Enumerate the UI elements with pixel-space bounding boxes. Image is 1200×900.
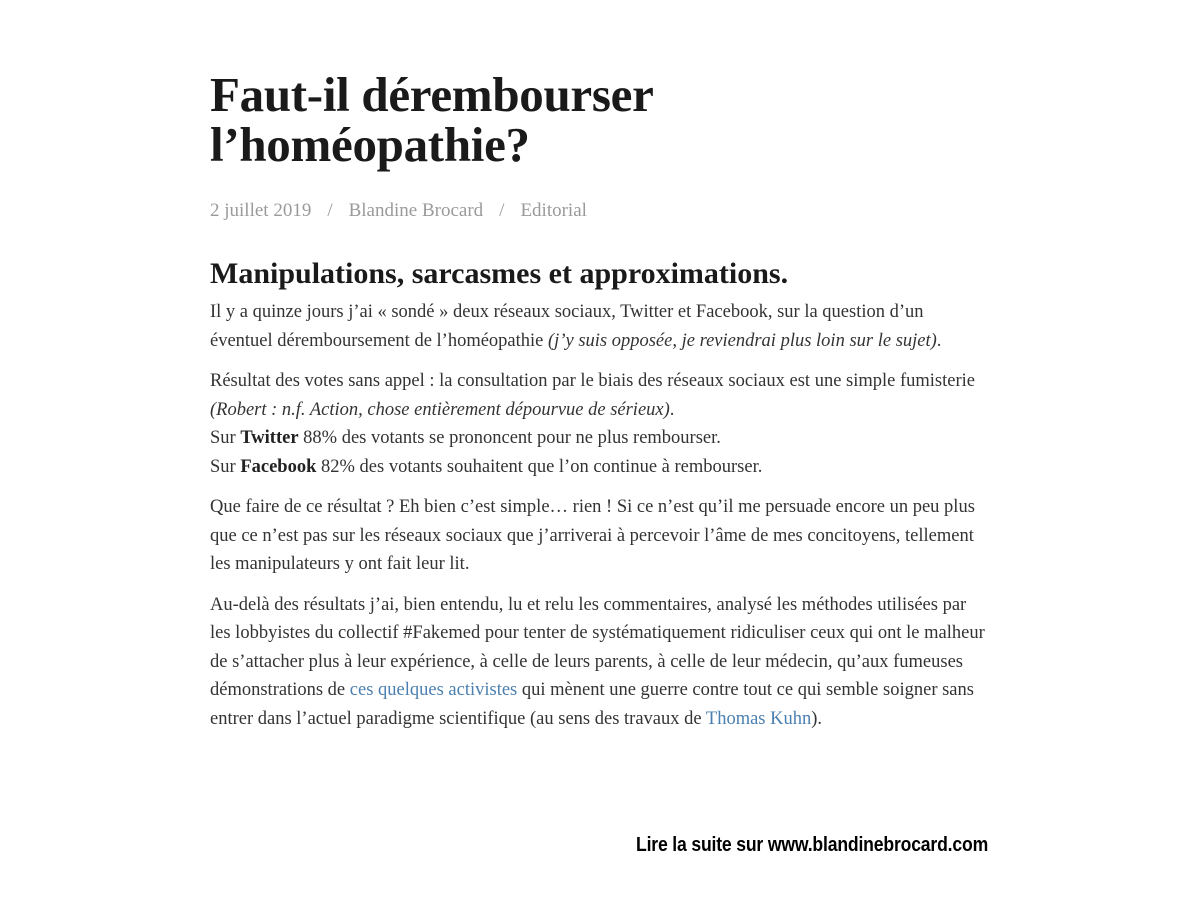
article-title	[210, 67, 990, 172]
thomas-kuhn-link[interactable]: Thomas Kuhn	[705, 708, 812, 729]
meta-separator: /	[327, 200, 333, 221]
article-subtitle: Manipulations, sarcasmes et approximations.	[210, 257, 789, 290]
p4-text: Au-delà des résultats j’ai, bien entendu, lu et relu les commentaires, analysé les méthodes utilisées par les lobbyistes du collectif #Fakemed pour tenter de systématiquement ridiculiser ceux qui ont le malheur de s’attacher plus à leur expérience, à celle de leurs parents, à celle de leur médecin, qu’aux fumeuses démonstrations de	[210, 594, 985, 700]
p1-italic: (j’y suis opposée, je reviendrai plus loin sur le sujet)	[548, 330, 937, 351]
post-category[interactable]: Editorial	[520, 200, 587, 221]
p2-end: .	[669, 399, 675, 420]
p4-middle: qui mènent une guerre contre tout ce qui semble soigner sans entrer dans l’actuel paradigme scientifique (au sens des travaux de	[210, 680, 974, 729]
p2-line3-rest: 82% des votants souhaitent que l’on continue à rembourser.	[316, 456, 763, 477]
paragraph-4	[210, 591, 990, 734]
p2-line3-prefix: Sur	[210, 456, 241, 477]
p3-text: Que faire de ce résultat ? Eh bien c’est simple… rien ! Si ce n’est qu’il me persuade encore un peu plus que ce n’est pas sur les réseaux sociaux que j’arriverai à percevoir l’âme de mes concitoyens, tellement les manipulateurs y ont fait leur lit.	[210, 497, 975, 574]
p2-line2-rest: 88% des votants se prononcent pour ne plus rembourser.	[298, 428, 721, 448]
title-line-1: Faut-il dérembourser	[210, 67, 654, 122]
post-meta	[210, 200, 990, 222]
title-line-2: l’homéopathie?	[210, 117, 530, 172]
article	[210, 67, 990, 745]
p4-end: ).	[811, 708, 823, 729]
p2-line2-prefix: Sur	[210, 428, 241, 448]
p2-italic: (Robert : n.f. Action, chose entièrement dépourvue de sérieux)	[210, 399, 670, 420]
meta-separator: /	[499, 200, 505, 221]
twitter-label: Twitter	[240, 428, 299, 448]
paragraph-1	[210, 298, 990, 355]
activists-link[interactable]: ces quelques activistes	[349, 680, 518, 700]
post-author[interactable]: Blandine Brocard	[348, 200, 484, 221]
p2-text: Résultat des votes sans appel : la consultation par le biais des réseaux sociaux est une simple fumisterie	[210, 371, 975, 391]
p1-end: .	[936, 330, 942, 351]
paragraph-2	[210, 367, 990, 481]
facebook-label: Facebook	[240, 456, 317, 477]
p1-text: Il y a quinze jours j’ai « sondé » deux réseaux sociaux, Twitter et Facebook, sur la question d’un éventuel déremboursement de l’homéopathie	[210, 302, 924, 351]
paragraph-3	[210, 493, 990, 579]
post-date[interactable]: 2 juillet 2019	[210, 200, 312, 221]
read-more-caption: Lire la suite sur www.blandinebrocard.com	[636, 834, 989, 856]
